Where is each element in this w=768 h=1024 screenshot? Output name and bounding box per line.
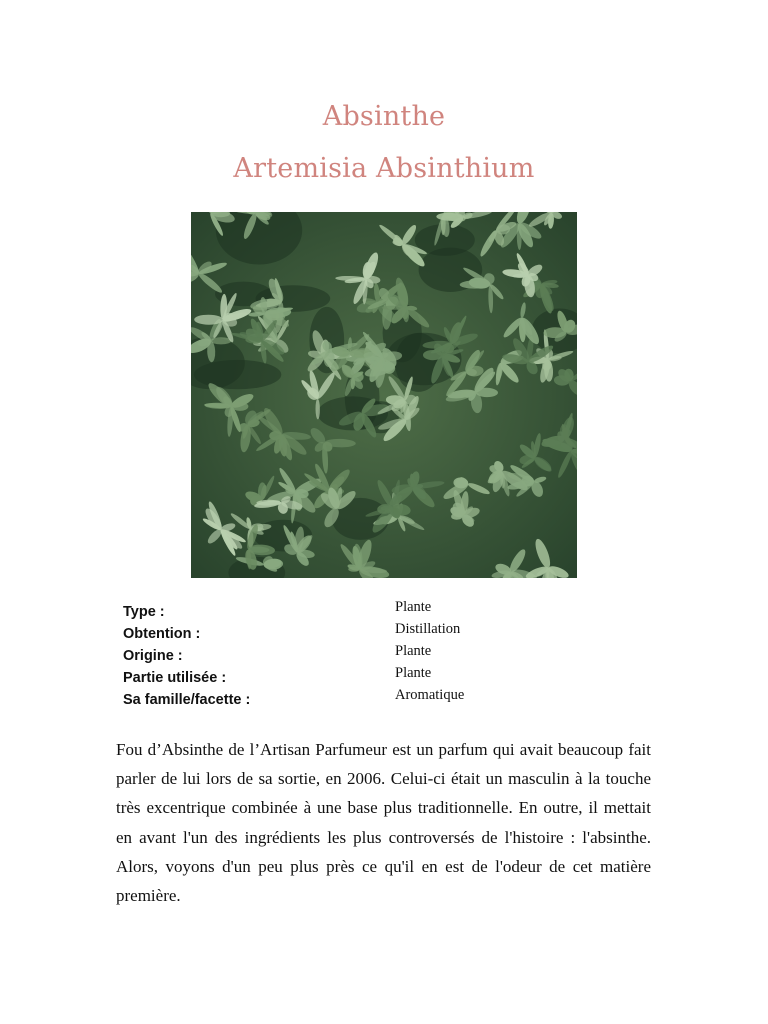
body-paragraph: Fou d’Absinthe de l’Artisan Parfumeur est un parfum qui avait beaucoup fait parler de lui lors de sa sortie, en 2006. Celui-ci était un masculin à la touche très excentrique combinée à une base plus traditionnelle. En outre, il mettait en avant l'un des ingrédients les plus controversés de l'histoire : l'absinthe. Alors, voyons d'un peu plus près ce qu'il en est de l'odeur de cet matière première. xyxy=(116,740,651,906)
plant-illustration xyxy=(191,212,577,578)
info-label-type: Type : xyxy=(123,604,165,620)
info-value-type: Plante xyxy=(395,599,432,615)
info-label-obtention: Obtention : xyxy=(123,626,201,642)
info-value-famille: Aromatique xyxy=(395,687,465,703)
wormwood-plant-photo xyxy=(191,212,577,578)
info-value-origine: Plante xyxy=(395,643,432,659)
page-subtitle: Artemisia Absinthium xyxy=(233,153,535,184)
info-label-origine: Origine : xyxy=(123,648,183,664)
info-label-partie: Partie utilisée : xyxy=(123,670,227,686)
page-title: Absinthe xyxy=(322,101,446,132)
info-value-partie: Plante xyxy=(395,665,432,681)
info-label-famille: Sa famille/facette : xyxy=(123,692,251,708)
info-value-obtention: Distillation xyxy=(395,621,461,637)
